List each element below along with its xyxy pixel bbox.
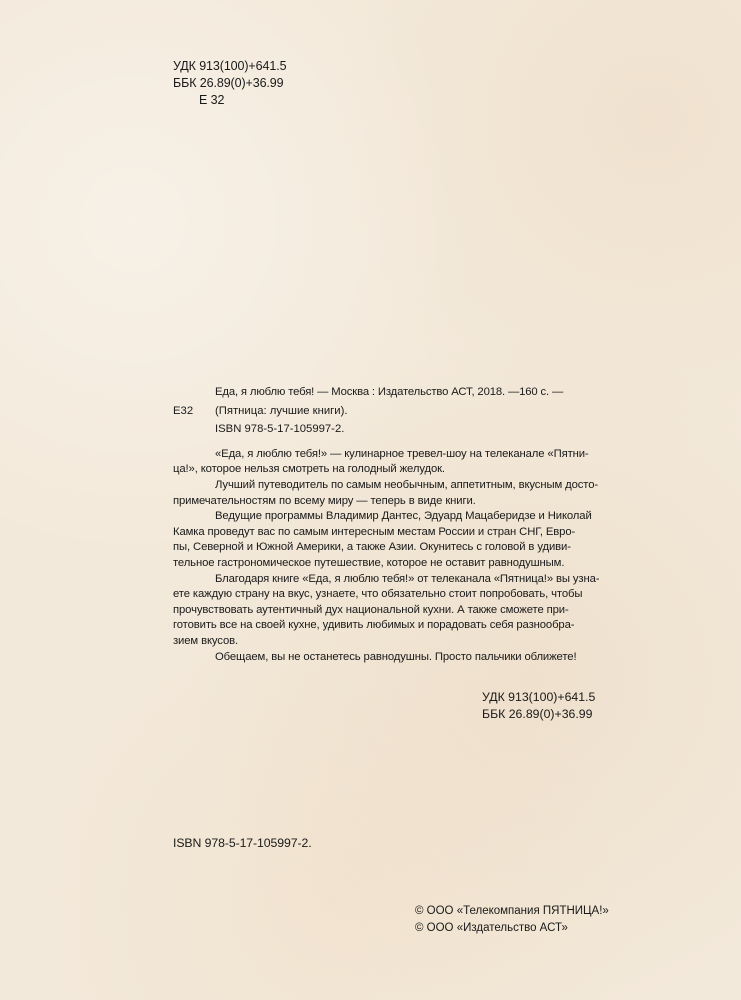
isbn-record: ISBN 978-5-17-105997-2.: [215, 423, 345, 436]
annotation-line: Ведущие программы Владимир Дантес, Эдуард Мацаберидзе и Николай: [215, 510, 592, 523]
copyright-line: © ООО «Телекомпания ПЯТНИЦА!»: [415, 905, 609, 917]
author-mark-code: Е32: [173, 404, 194, 417]
bibliographic-title-line: Еда, я люблю тебя! — Москва : Издательство АСТ, 2018. —160 с. —: [215, 386, 564, 398]
annotation: [173, 447, 600, 665]
annotation-line: тельное гастрономическое путешествие, которое не оставит равнодушным.: [173, 556, 565, 569]
udk-code: УДК 913(100)+641.5: [482, 690, 596, 704]
annotation-paragraph: [173, 572, 600, 650]
annotation-line: готовить все на своей кухне, удивить любимых и порадовать себя разнообра-: [173, 619, 575, 632]
annotation-paragraph: [215, 650, 595, 666]
annotation-line: Благодаря книге «Еда, я люблю тебя!» от телеканала «Пятница!» вы узна-: [215, 572, 600, 585]
bibliographic-series-line: [173, 404, 595, 420]
annotation-paragraph: [173, 509, 595, 571]
annotation-paragraph: [173, 478, 599, 509]
annotation-line: зием вкусов.: [173, 634, 239, 647]
bibliographic-record: [173, 385, 600, 665]
annotation-line: Обещаем, вы не останетесь равнодушны. Просто пальчики оближете!: [215, 650, 577, 663]
isbn-number: ISBN 978-5-17-105997-2.: [173, 836, 312, 850]
annotation-line: примечательностям по всему миру — теперь в виде книги.: [173, 494, 476, 507]
annotation-paragraph: [173, 447, 595, 478]
annotation-line: Камка проведут вас по самым интересным местам России и стран СНГ, Евро-: [173, 525, 576, 538]
bbk-code: ББК 26.89(0)+36.99: [482, 707, 593, 721]
classification-codes-top: [173, 58, 286, 109]
annotation-line: Лучший путеводитель по самым необычным, аппетитным, вкусным досто-: [215, 478, 599, 491]
udk-code: УДК 913(100)+641.5: [173, 59, 287, 73]
annotation-line: ца!», которое нельзя смотреть на голодный желудок.: [173, 463, 445, 476]
annotation-line: прочувствовать аутентичный дух национальной кухни. А также сможете при-: [173, 603, 569, 616]
author-mark: Е 32: [199, 93, 225, 107]
annotation-line: пы, Северной и Южной Америки, а также Азии. Окунитесь с головой в удиви-: [173, 541, 571, 554]
copyright-notices: [415, 903, 609, 937]
classification-codes-bottom: [482, 689, 595, 723]
bbk-code: ББК 26.89(0)+36.99: [173, 76, 284, 90]
annotation-line: «Еда, я люблю тебя!» — кулинарное тревел-шоу на телеканале «Пятни-: [215, 447, 589, 460]
series-name: (Пятница: лучшие книги).: [215, 404, 348, 417]
annotation-line: ете каждую страну на вкус, узнаете, что обязательно стоит попробовать, чтобы: [173, 588, 583, 601]
copyright-line: © ООО «Издательство АСТ»: [415, 922, 568, 934]
